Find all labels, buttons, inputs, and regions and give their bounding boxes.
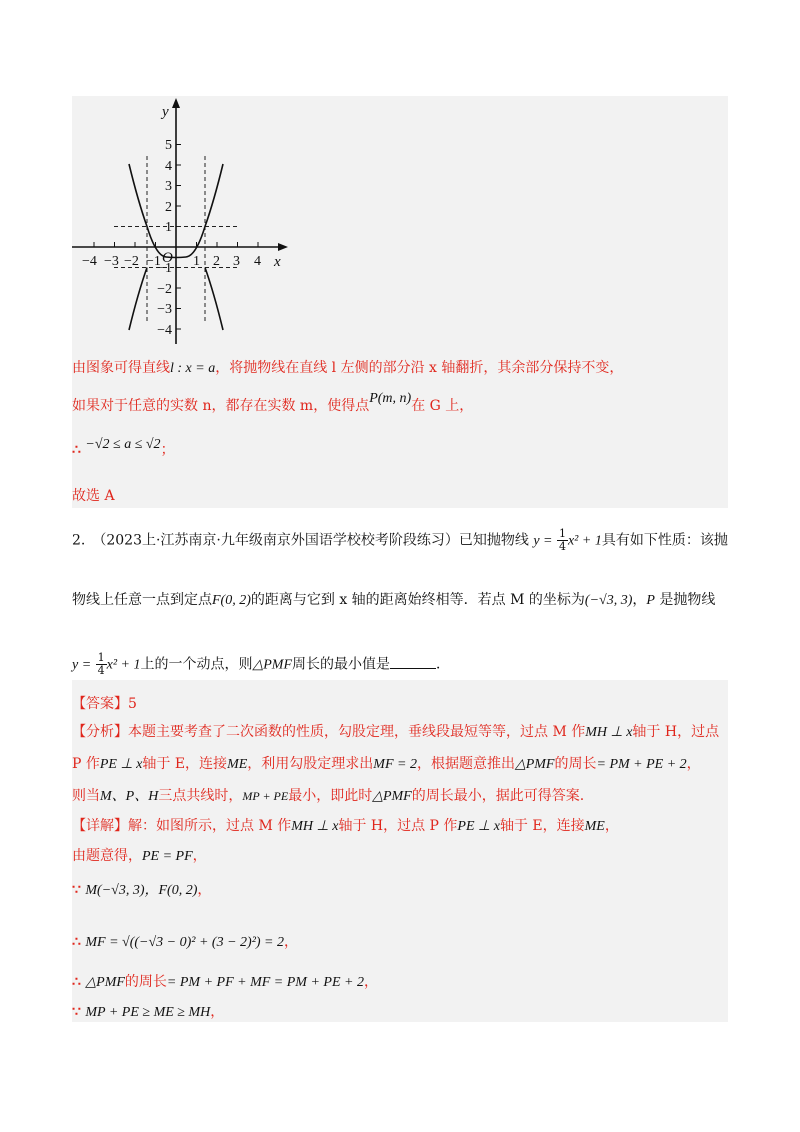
math-expression: l : x = a [170, 361, 216, 376]
x-tick-label: −2 [124, 254, 139, 269]
math-expression: MF = √((−√3 − 0)² + (3 − 2)²) = 2 [85, 935, 285, 950]
parabola-graph [72, 96, 290, 346]
text: 轴于 E，连接 [499, 818, 585, 834]
text: 的周长 [124, 974, 167, 990]
math-expression: MF = 2 [373, 757, 417, 772]
x-axis-arrow [278, 243, 288, 251]
fraction-denominator: 4 [558, 540, 566, 553]
therefore-symbol: ∴ [72, 442, 81, 458]
math-expression: △PMF [252, 657, 293, 673]
x-tick-label: 3 [233, 254, 240, 269]
text: 如果对于任意的实数 n，都存在实数 m，使得点 [72, 398, 370, 414]
question-text: 的距离与它到 x 轴的距离始终相等．若点 M 的坐标为 [250, 592, 585, 608]
text: 【详解】解：如图所示，过点 M 作 [72, 818, 292, 834]
math-expression: ME [227, 757, 248, 772]
y-tick-label: 2 [165, 200, 172, 215]
math-expression: PE = PF [142, 849, 193, 864]
answer-blank [390, 656, 436, 669]
y-tick-label: 1 [165, 220, 172, 235]
fraction-numerator: 1 [558, 527, 566, 540]
detail-line-4 [72, 932, 298, 953]
solution-line-2 [72, 391, 474, 417]
detail-line-1 [72, 816, 619, 837]
math-expression: x² + 1 [567, 533, 602, 549]
fraction-denominator: 4 [97, 664, 105, 677]
y-tick-label: −3 [157, 302, 172, 317]
y-tick-label: 5 [165, 138, 172, 153]
math-expression: PE ⊥ x [99, 757, 143, 772]
fraction-numerator: 1 [97, 651, 105, 664]
question-text: ． [436, 656, 451, 673]
y-axis-label: y [162, 104, 169, 120]
question-text: 具有如下性质：该抛 [601, 532, 728, 549]
text: 则当 [72, 788, 100, 804]
graph-svg [72, 96, 290, 346]
y-axis-arrow [172, 98, 180, 108]
text: ，利用勾股定理求出 [247, 756, 374, 772]
text: ，将抛物线在直线 l 左侧的部分沿 x 轴翻折，其余部分保持不变， [215, 360, 624, 376]
text: 三点共线时， [158, 788, 243, 804]
math-expression: MP + PE ≥ ME ≥ MH [85, 1005, 211, 1020]
y-tick-label: −1 [157, 261, 172, 276]
analysis-line-3 [72, 786, 584, 807]
analysis-line-2 [72, 754, 701, 775]
text: 轴于 E，连接 [142, 756, 228, 772]
x-axis-label: x [274, 254, 281, 270]
math-expression: (−√3, 3) [584, 593, 633, 608]
parabola-lower-left [129, 268, 147, 331]
x-tick-label: −4 [82, 254, 97, 269]
detail-line-6 [72, 1002, 224, 1023]
because-symbol: ∵ [72, 882, 81, 898]
math-expression: PE ⊥ x [457, 819, 500, 834]
question-text: 周长的最小值是 [292, 656, 391, 673]
question-text: 上的一个动点，则 [140, 656, 253, 673]
question-text: 物线上任意一点到定点 [72, 592, 212, 608]
solution-choice: 故选 A [72, 488, 115, 504]
math-expression: ME [584, 819, 605, 834]
math-expression: F(0, 2) [212, 593, 251, 608]
math-expression: = PM + PE + 2 [596, 757, 687, 772]
x-tick-label: 1 [193, 254, 200, 269]
text: P 作 [72, 756, 100, 772]
detail-line-3 [72, 880, 211, 901]
question-2-line-3 [72, 652, 450, 677]
math-expression: y = [533, 533, 553, 549]
math-expression: M(−√3, 3)，F(0, 2) [85, 883, 198, 898]
text: ； [160, 442, 175, 458]
detail-line-5 [72, 972, 378, 993]
fraction [96, 652, 107, 677]
question-2-line-2 [72, 590, 715, 611]
solution-line-3 [72, 437, 175, 461]
answer-line: 【答案】5 [72, 696, 137, 712]
math-expression: MP + PE [242, 789, 289, 803]
math-expression: P [646, 593, 655, 608]
therefore-symbol: ∴ [72, 934, 81, 950]
text: ， [363, 974, 378, 990]
math-expression: MH ⊥ x [291, 819, 339, 834]
math-expression: MH ⊥ x [585, 725, 633, 740]
detail-line-2 [72, 846, 207, 867]
text: 由题意得， [72, 848, 142, 864]
therefore-symbol: ∴ [72, 974, 81, 990]
text: ， [686, 756, 701, 772]
text: 的周长 [554, 756, 597, 772]
math-expression: △PMF [514, 757, 555, 772]
question-text: 2. （2023上·江苏南京·九年级南京外国语学校校考阶段练习）已知抛物线 [72, 532, 529, 549]
question-2-line-1 [72, 528, 728, 553]
x-tick-label: 4 [254, 254, 261, 269]
text: 由图象可得直线 [72, 360, 170, 376]
math-expression: x² + 1 [106, 657, 141, 673]
text: ， [192, 848, 207, 864]
parabola-upper-right [205, 164, 223, 227]
math-expression: P(m, n) [369, 391, 412, 406]
solution-line-1 [72, 358, 623, 379]
origin-label: O [162, 250, 173, 266]
text: ， [604, 818, 619, 834]
x-tick-label: −1 [146, 254, 161, 269]
text: 【分析】本题主要考查了二次函数的性质，勾股定理，垂线段最短等等，过点 M 作 [72, 724, 586, 740]
math-expression: y = [72, 657, 92, 673]
text: 轴于 H，过点 P 作 [338, 818, 458, 834]
y-tick-label: 4 [165, 159, 172, 174]
math-expression: −√2 ≤ a ≤ √2 [85, 437, 161, 452]
x-tick-label: −3 [104, 254, 119, 269]
because-symbol: ∵ [72, 1004, 81, 1020]
y-tick-label: −2 [157, 282, 172, 297]
y-tick-label: 3 [165, 179, 172, 194]
text: ， [210, 1004, 225, 1020]
text: 的周长最小，据此可得答案. [411, 788, 585, 804]
math-expression: △PMF [372, 789, 412, 804]
parabola-upper-left [129, 164, 147, 227]
math-expression: M、P、H [100, 789, 159, 804]
text: ， [284, 934, 299, 950]
analysis-line-1 [72, 722, 719, 743]
text: ， [197, 882, 212, 898]
math-expression: = PM + PF + MF = PM + PE + 2 [166, 975, 364, 990]
text: 最小，即此时 [288, 788, 373, 804]
text: 轴于 H，过点 [632, 724, 720, 740]
question-text: 是抛物线 [659, 592, 716, 608]
parabola-lower-right [205, 268, 223, 331]
y-tick-label: −4 [157, 323, 172, 338]
text: ，根据题意推出 [416, 756, 515, 772]
fraction [557, 528, 568, 553]
text: 在 G 上， [411, 398, 474, 414]
x-tick-label: 2 [213, 254, 220, 269]
question-text: ， [632, 592, 647, 608]
math-expression: △PMF [85, 975, 125, 990]
